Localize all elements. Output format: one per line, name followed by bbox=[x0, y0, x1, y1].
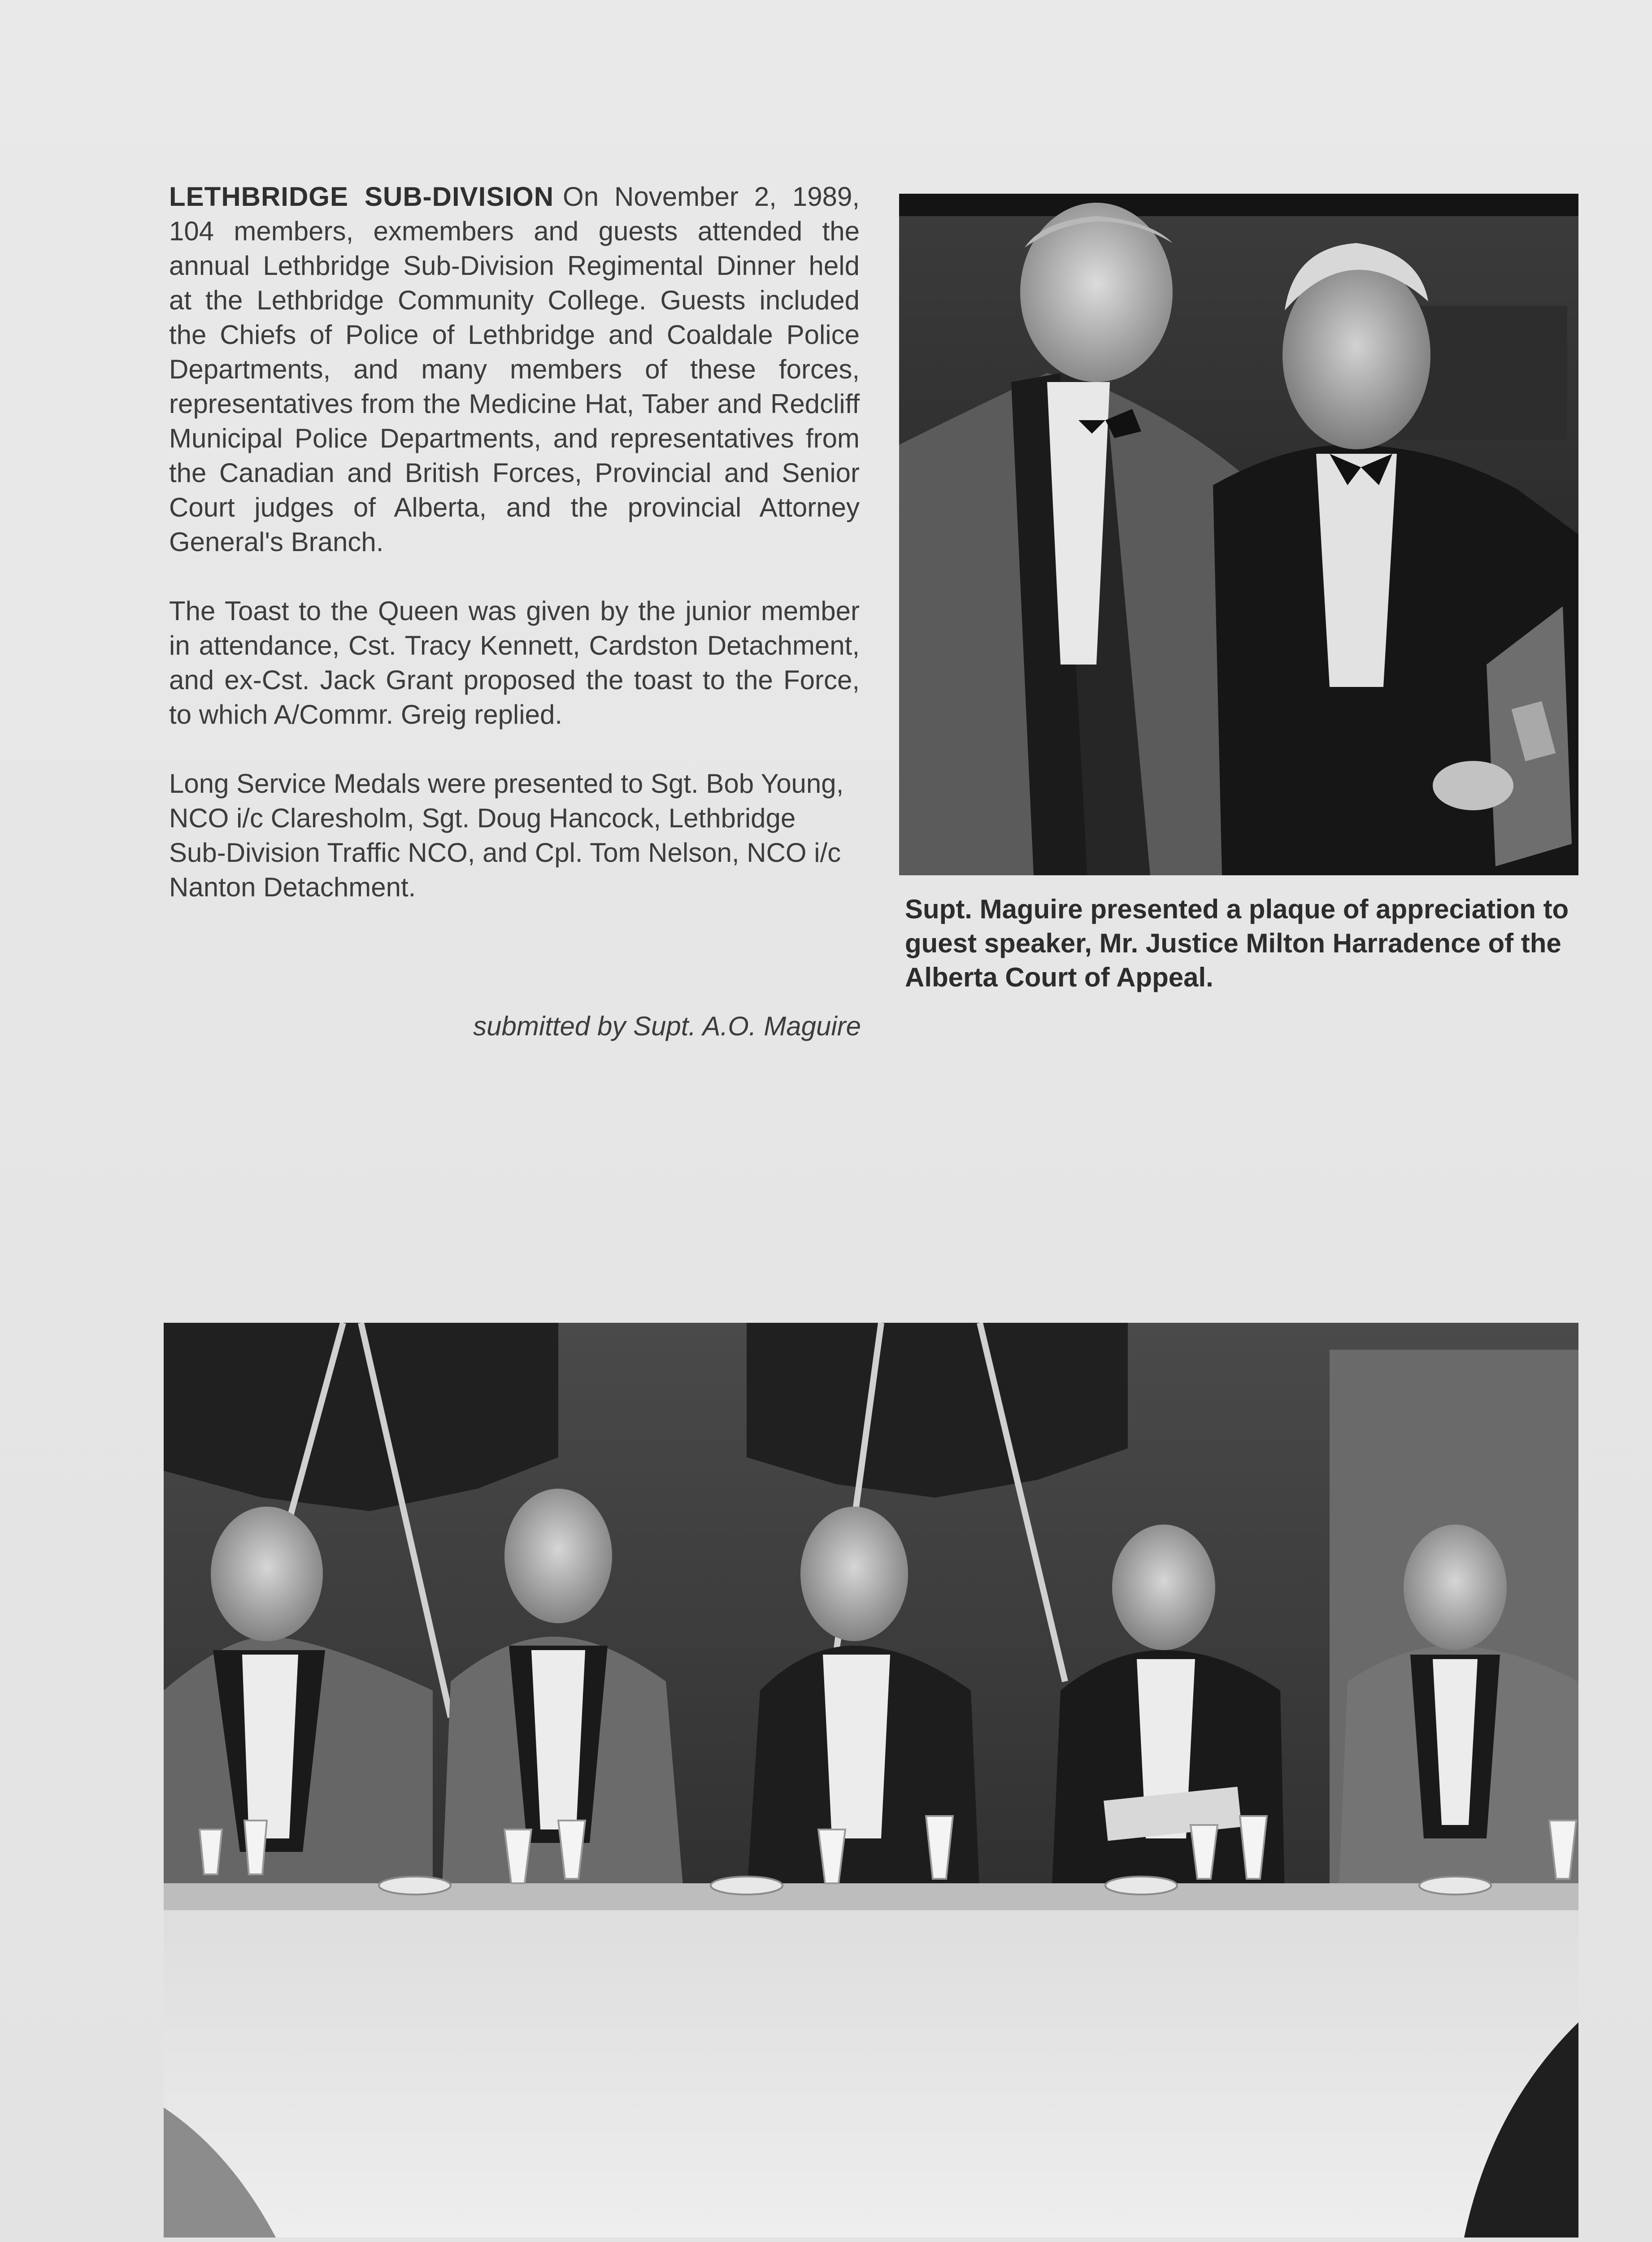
article-signature: submitted by Supt. A.O. Maguire bbox=[473, 1011, 861, 1041]
photo-head-table-image bbox=[164, 1323, 1578, 2238]
article-body bbox=[169, 179, 860, 939]
article-paragraph-2: The Toast to the Queen was given by the junior member in attendance, Cst. Tracy Kennett, Cardston Detachment, and ex-Cst. Jack Grant proposed the toast to the Force, to which A/Commr. Greig replied. bbox=[169, 596, 860, 730]
article-paragraph-1 bbox=[169, 179, 860, 559]
photo-plaque-presentation bbox=[899, 194, 1578, 875]
article-heading: LETHBRIDGE SUB-DIVISION bbox=[169, 182, 554, 212]
photo-plaque-presentation-image bbox=[899, 194, 1578, 875]
photo-head-table bbox=[164, 1323, 1578, 2238]
photo-plaque-caption: Supt. Maguire presented a plaque of appreciation to guest speaker, Mr. Justice Milton Harradence of the Alberta Court of Appeal. bbox=[905, 894, 1569, 992]
article-paragraph-3: Long Service Medals were presented to Sgt. Bob Young, NCO i/c Claresholm, Sgt. Doug Hancock, Lethbridge Sub-Division Traffic NCO, and Cpl. Tom Nelson, NCO i/c Nanton Detachment. bbox=[169, 769, 844, 902]
article-paragraph-1-text: On November 2, 1989, 104 members, exmembers and guests attended the annual Lethbridge Sub-Division Regimental Dinner held at the Lethbridge Community College. Guests included the Chiefs of Police of Lethbridge and Coaldale Police Departments, and many members of these forces, representatives from the Medicine Hat, Taber and Redcliff Municipal Police Departments, and representatives from the Canadian and British Forces, Provincial and Senior Court judges of Alberta, and the provincial Attorney General's Branch. bbox=[169, 182, 860, 557]
